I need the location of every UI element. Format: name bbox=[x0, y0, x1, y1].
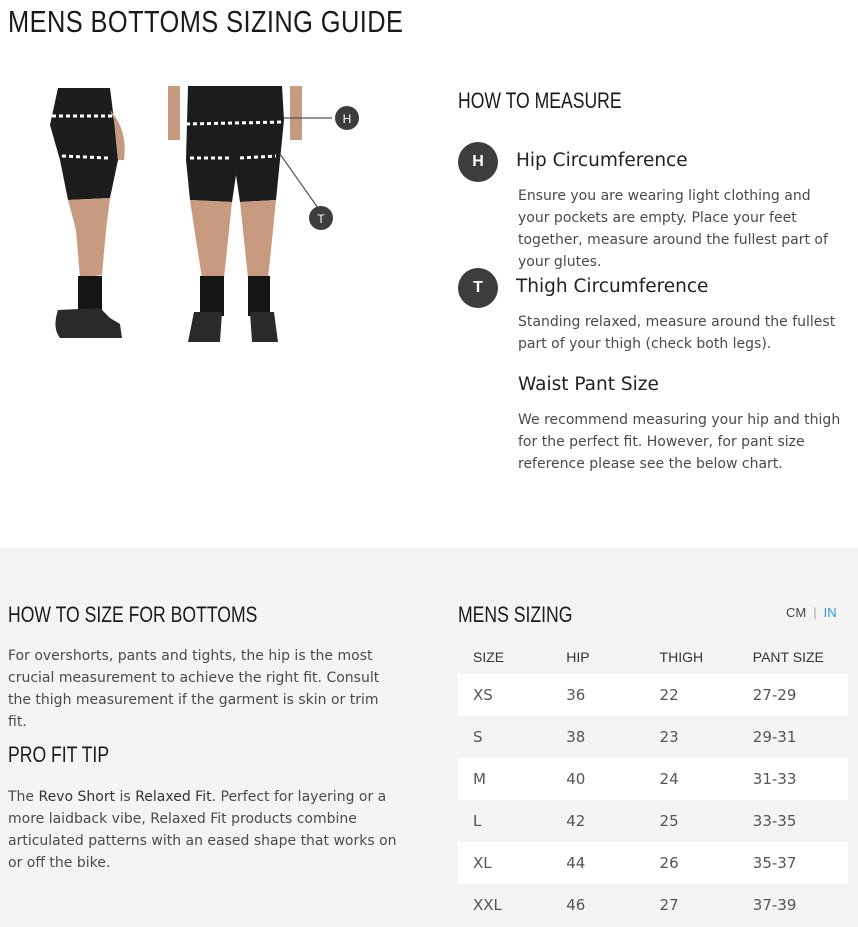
waist-pant-size-title: Waist Pant Size bbox=[518, 374, 659, 395]
cell-thigh: 25 bbox=[659, 812, 679, 830]
table-row bbox=[458, 674, 848, 716]
cell-size: XXL bbox=[473, 896, 502, 914]
hip-badge-icon: H bbox=[458, 142, 498, 182]
pro-fit-tip-heading: PRO FIT TIP bbox=[8, 742, 110, 767]
cell-size: XL bbox=[473, 854, 492, 872]
badge-h-marker bbox=[335, 106, 359, 130]
fit-type: Relaxed Fit bbox=[135, 789, 212, 805]
cell-hip: 38 bbox=[566, 728, 586, 746]
cell-pant-size: 29-31 bbox=[752, 728, 797, 746]
cell-size: L bbox=[473, 812, 482, 830]
thigh-circumference-text: Standing relaxed, measure around the fullest part of your thigh (check both legs). bbox=[518, 314, 836, 352]
hip-circumference-text: Ensure you are wearing light clothing and your pockets are empty. Place your feet together, measure around the fullest part of your glutes. bbox=[518, 188, 828, 270]
cell-size: M bbox=[473, 770, 486, 788]
column-header-hip: HIP bbox=[566, 649, 590, 665]
cell-size: XS bbox=[473, 686, 493, 704]
cell-pant-size: 27-29 bbox=[752, 686, 797, 704]
table-row bbox=[458, 758, 848, 800]
cell-pant-size: 35-37 bbox=[752, 854, 797, 872]
cell-hip: 46 bbox=[566, 896, 586, 914]
mens-sizing-heading: MENS SIZING bbox=[458, 602, 573, 627]
cell-pant-size: 33-35 bbox=[752, 812, 797, 830]
cell-thigh: 24 bbox=[659, 770, 679, 788]
table-row bbox=[458, 842, 848, 884]
thigh-badge-icon: T bbox=[458, 268, 498, 308]
cell-hip: 40 bbox=[566, 770, 586, 788]
svg-text:H: H bbox=[342, 112, 352, 126]
thigh-circumference-title: Thigh Circumference bbox=[516, 276, 709, 297]
unit-toggle bbox=[786, 605, 837, 620]
how-to-measure-heading: HOW TO MEASURE bbox=[458, 88, 622, 113]
unit-separator: | bbox=[813, 605, 817, 620]
cell-pant-size: 31-33 bbox=[752, 770, 797, 788]
column-header-size: SIZE bbox=[473, 649, 505, 665]
cell-size: S bbox=[473, 728, 483, 746]
cell-hip: 42 bbox=[566, 812, 586, 830]
pro-fit-tip-text: The Revo Short is Relaxed Fit. Perfect for layering or a more laidback vibe, Relaxed Fit products combine articulated patterns with an eased shape that works on or off the bike. bbox=[8, 789, 397, 871]
how-to-size-text: For overshorts, pants and tights, the hip is the most crucial measurement to achieve the right fit. Consult the thigh measurement if the garment is skin or trim fit. bbox=[8, 648, 380, 730]
cell-hip: 44 bbox=[566, 854, 586, 872]
table-row bbox=[458, 716, 848, 758]
side-view-figure bbox=[50, 88, 125, 338]
front-view-figure bbox=[168, 86, 332, 342]
badge-t-marker bbox=[309, 206, 333, 230]
cell-thigh: 23 bbox=[659, 728, 679, 746]
cell-pant-size: 37-39 bbox=[752, 896, 797, 914]
page-title: MENS BOTTOMS SIZING GUIDE bbox=[8, 4, 404, 39]
table-row bbox=[458, 884, 848, 926]
unit-cm-button[interactable]: CM bbox=[786, 605, 807, 620]
cell-thigh: 22 bbox=[659, 686, 679, 704]
waist-pant-size-text: We recommend measuring your hip and thigh for the perfect fit. However, for pant size reference please see the below chart. bbox=[518, 412, 841, 472]
column-header-pant-size: PANT SIZE bbox=[752, 649, 824, 665]
svg-text:T: T bbox=[317, 212, 325, 226]
cell-hip: 36 bbox=[566, 686, 586, 704]
column-header-thigh: THIGH bbox=[659, 649, 704, 665]
product-name: Revo Short bbox=[38, 789, 116, 805]
cell-thigh: 27 bbox=[659, 896, 679, 914]
table-header bbox=[458, 642, 848, 674]
hip-circumference-title: Hip Circumference bbox=[516, 150, 688, 171]
cell-thigh: 26 bbox=[659, 854, 679, 872]
table-row bbox=[458, 800, 848, 842]
size-table bbox=[458, 642, 848, 926]
unit-in-button[interactable]: IN bbox=[823, 605, 837, 620]
how-to-size-heading: HOW TO SIZE FOR BOTTOMS bbox=[8, 602, 258, 627]
measurement-illustration bbox=[40, 80, 370, 350]
